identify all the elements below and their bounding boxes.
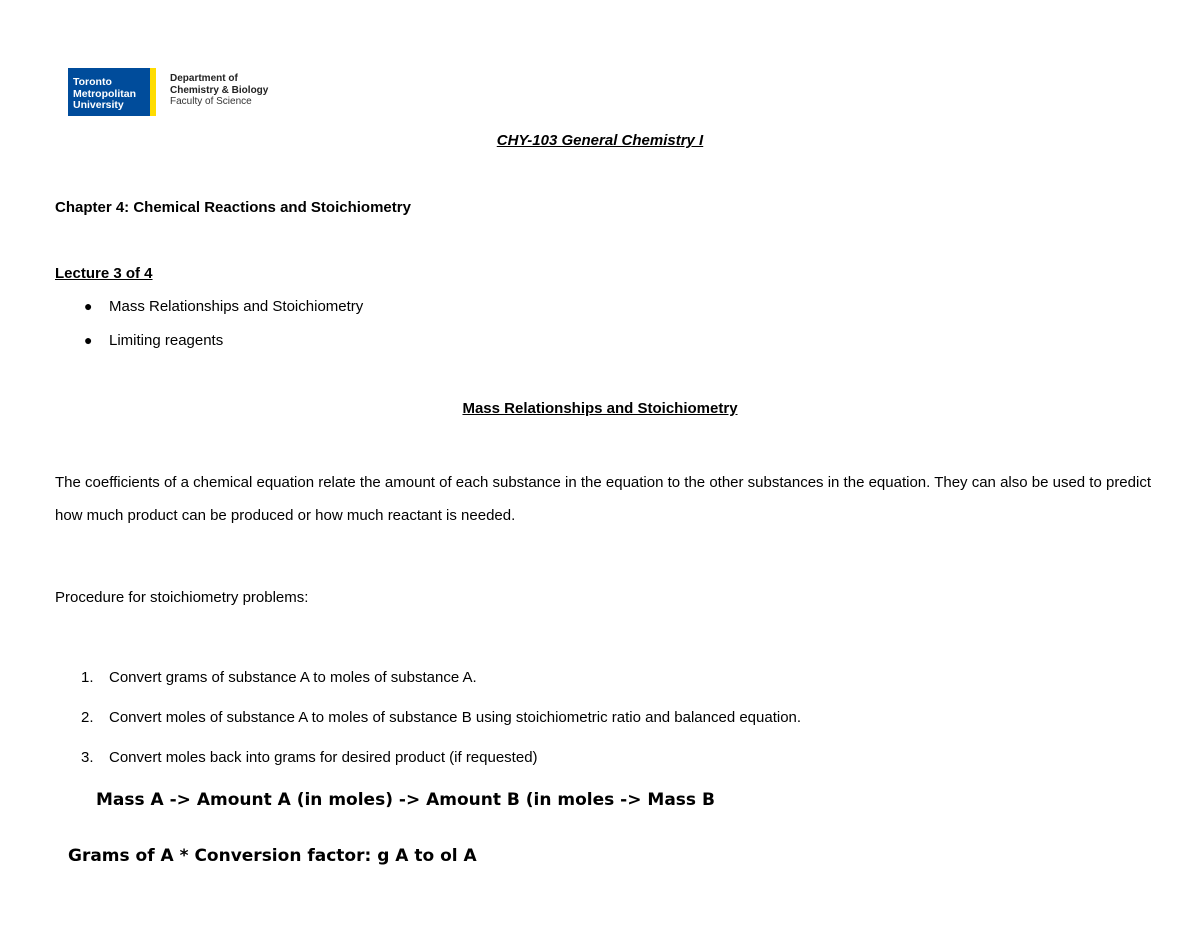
- logo-university-name: [73, 77, 153, 112]
- step-text: Convert moles of substance A to moles of substance B using stoichiometric ratio and balanced equation.: [109, 709, 802, 726]
- lecture-heading: Lecture 3 of 4: [55, 265, 153, 282]
- logo-faculty: Faculty of Science: [170, 96, 252, 107]
- chapter-title: Chapter 4: Chemical Reactions and Stoichiometry: [55, 199, 411, 216]
- bullet-icon: ●: [84, 298, 93, 314]
- grams-note: Grams of A * Conversion factor: g A to ol A: [68, 846, 477, 866]
- logo-name-line: Metropolitan: [73, 87, 136, 100]
- step-number: 1.: [81, 669, 94, 686]
- step-text: Convert grams of substance A to moles of substance A.: [109, 669, 477, 686]
- step-text: Convert moles back into grams for desired product (if requested): [109, 749, 538, 766]
- topic-text: Limiting reagents: [109, 332, 224, 349]
- bullet-icon: ●: [84, 332, 93, 348]
- logo-name-line: University: [73, 99, 124, 111]
- step-number: 2.: [81, 709, 94, 726]
- logo-department: [170, 73, 268, 108]
- logo-dept-line: Chemistry & Biology: [170, 84, 269, 96]
- logo-name-line: Toronto: [73, 76, 112, 88]
- course-title: CHY-103 General Chemistry I: [496, 132, 704, 149]
- logo-dept-line: Department of: [170, 73, 238, 84]
- topic-text: Mass Relationships and Stoichiometry: [109, 298, 364, 315]
- flow-note: Mass A -> Amount A (in moles) -> Amount B (in moles -> Mass B: [96, 790, 715, 810]
- procedure-heading: Procedure for stoichiometry problems:: [55, 589, 309, 606]
- step-number: 3.: [81, 749, 94, 766]
- intro-paragraph: The coefficients of a chemical equation relate the amount of each substance in the equation to the other substances in the equation. They can also be used to predict how much product can be produced or how much reactant is needed.: [55, 474, 1151, 524]
- section-heading: Mass Relationships and Stoichiometry: [462, 400, 738, 417]
